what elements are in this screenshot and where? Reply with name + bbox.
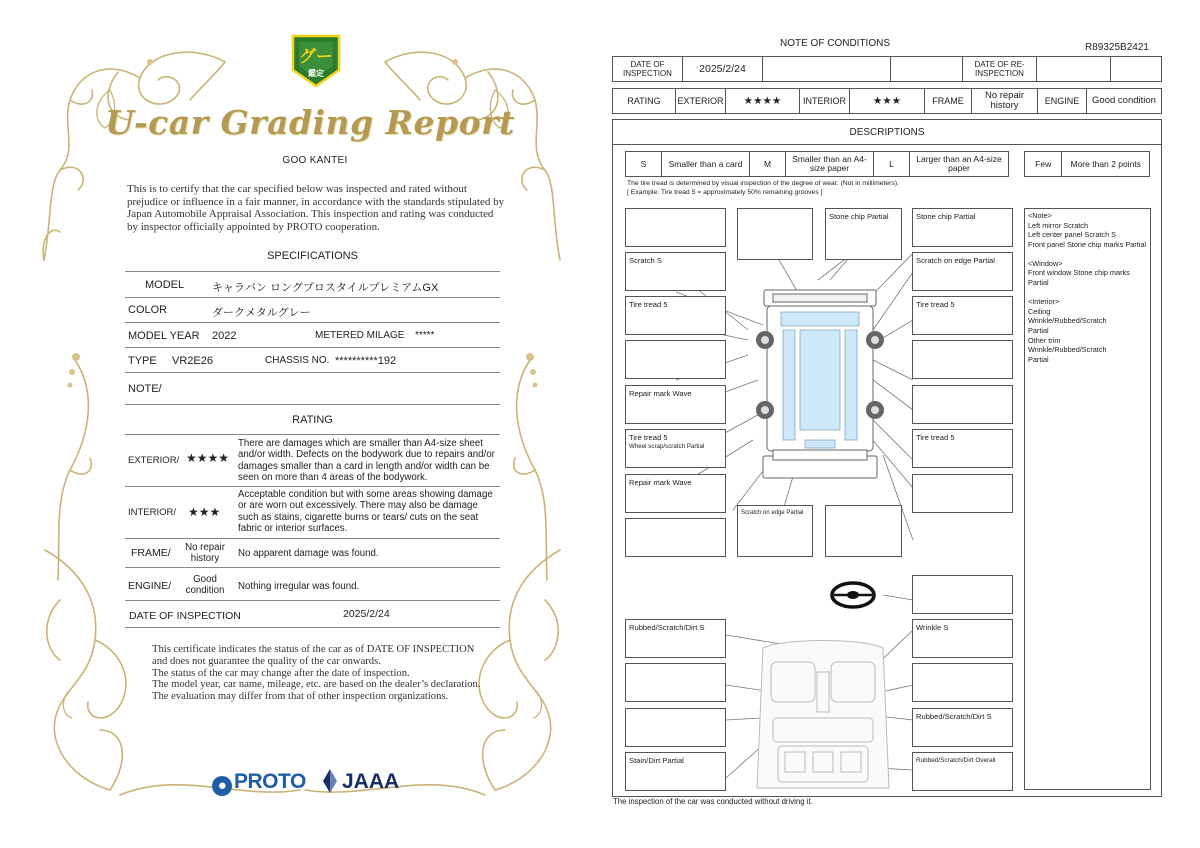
rating-label: RATING	[613, 89, 676, 113]
specifications-heading: SPECIFICATIONS	[267, 250, 358, 262]
jaaa-logo	[320, 768, 399, 794]
damage-box: Repair mark Wave	[625, 474, 726, 513]
notes-line: Wrinkle/Rubbed/Scratch	[1028, 316, 1107, 326]
interior-stars: ★★★	[850, 89, 925, 113]
divider	[125, 372, 500, 373]
spec-row-model	[125, 272, 500, 297]
inspection-disclaimer: The inspection of the car was conducted without driving it.	[613, 797, 813, 806]
notes-heading: <Window>	[1028, 258, 1063, 268]
inspection-date-value: 2025/2/24	[683, 57, 763, 81]
engine-value: Good condition	[1092, 94, 1156, 106]
exterior-label: EXTERIOR/	[128, 455, 180, 466]
rating-row	[612, 88, 1162, 114]
damage-box	[912, 385, 1013, 424]
color-label: COLOR	[128, 304, 168, 316]
legend-few-desc: More than 2 points	[1070, 158, 1141, 169]
footer-line: The evaluation may differ from that of other inspection organizations.	[152, 691, 449, 703]
divider	[125, 627, 500, 628]
color-value: ダークメタルグレー	[212, 307, 311, 319]
inspection-date-row	[612, 56, 1162, 82]
damage-box	[825, 505, 902, 557]
certificate-title: U-car Grading Report	[105, 103, 515, 142]
frame-description: No apparent damage was found.	[238, 548, 379, 559]
damage-box: Scratch S	[625, 252, 726, 291]
goo-kantei-emblem-icon	[289, 30, 343, 90]
frame-value: No repair history	[972, 89, 1038, 113]
notes-line: Partial	[1028, 354, 1049, 364]
jaaa-logo-text: JAAA	[342, 770, 400, 793]
engine-label: ENGINE/	[128, 580, 172, 592]
divider	[125, 538, 500, 539]
certificate-subtitle: GOO KANTEI	[282, 155, 348, 166]
notes-line: Front window Stone chip marks Partial	[1028, 268, 1130, 288]
damage-box	[912, 474, 1013, 513]
engine-value: Good condition	[185, 574, 225, 596]
tread-note-line: [ Example: Tire tread 5 = approximately 50% remaining grooves ]	[627, 188, 823, 196]
svg-text:グー: グー	[299, 47, 333, 67]
notes-line: Front panel Stone chip marks Partial	[1028, 239, 1147, 249]
exterior-label: EXTERIOR	[676, 89, 726, 113]
interior-description: Acceptable condition but with some areas showing damage or are worn out excessively. There may also be damage such as stains, cigarette burns or tears/ cuts on the seat fabric or interior surfaces.	[238, 489, 493, 535]
descriptions-panel	[612, 119, 1162, 797]
divider	[125, 600, 500, 601]
frame-label: FRAME/	[131, 547, 171, 559]
inspection-date-label: DATE OF INSPECTION	[613, 57, 683, 81]
damage-box	[625, 708, 726, 747]
spec-row-color	[125, 297, 500, 322]
proto-logo-icon: ●	[212, 776, 232, 796]
damage-box: Stain/Dirt Partial	[625, 752, 726, 791]
damage-box: Rubbed/Scratch/Dirt S	[912, 708, 1013, 747]
notes-panel	[1024, 208, 1151, 790]
interior-label: INTERIOR	[800, 89, 850, 113]
damage-box: Tire tread 5	[912, 429, 1013, 468]
footer-line: The status of the car may change after the date of inspection.	[152, 667, 410, 679]
notes-section-general	[1028, 211, 1147, 249]
type-label: TYPE	[128, 355, 157, 367]
exterior-stars: ★★★★	[186, 451, 230, 465]
legend-l-desc: Larger than an A4-size paper	[916, 154, 1002, 173]
damage-box	[737, 208, 813, 260]
interior-label: INTERIOR/	[128, 507, 177, 518]
certificate-footer	[152, 644, 492, 703]
engine-description: Nothing irregular was found.	[238, 581, 360, 592]
notes-line: Ceiling	[1028, 306, 1051, 316]
proto-logo-text: PROTO	[234, 770, 306, 793]
damage-box: Wrinkle S	[912, 619, 1013, 658]
certificate-intro: This is to certify that the car specified below was inspected and rated without prejudice or influence in a fair manner, in accordance with the standards stipulated by Japan Automobile Appraisal Association. This inspection and rating was conducted by inspector officially appointed by PROTO cooperation.	[127, 183, 505, 233]
metered-milage-value: *****	[415, 330, 435, 341]
legend-m: M	[750, 152, 786, 176]
empty-cell	[1111, 57, 1161, 81]
descriptions-title: DESCRIPTIONS	[613, 120, 1161, 145]
interior-stars: ★★★	[188, 505, 221, 519]
notes-line: Left center panel Scratch S	[1028, 230, 1117, 240]
steering-wheel-icon	[832, 583, 874, 607]
engine-label: ENGINE	[1038, 89, 1087, 113]
damage-box	[625, 340, 726, 379]
divider	[125, 486, 500, 487]
divider	[125, 434, 500, 435]
exterior-description: There are damages which are smaller than A4-size sheet and/or width. Defects on the bodywork due to repairs and/or damages smaller than a card in length and/or width can be seen on more than 4 areas of the bodywork.	[238, 438, 495, 484]
damage-box	[912, 340, 1013, 379]
model-value: キャラバン ロングプロスタイルプレミアムGX	[212, 282, 439, 294]
notes-section-window	[1028, 259, 1147, 288]
damage-box	[625, 429, 726, 468]
legend-m-desc: Smaller than an A4-size paper	[786, 152, 874, 176]
notes-heading: <Interior>	[1028, 297, 1060, 307]
frame-value: No repair history	[185, 542, 225, 564]
spec-row-year	[125, 323, 500, 348]
damage-box: Scratch on edge Partial	[737, 505, 813, 557]
divider	[125, 404, 500, 405]
reinspection-value	[1037, 57, 1111, 81]
damage-box: Tire tread 5	[625, 296, 726, 335]
empty-cell	[763, 57, 891, 81]
damage-box: Stone chip Partial	[912, 208, 1013, 247]
reinspection-label: DATE OF RE-INSPECTION	[963, 57, 1037, 81]
chassis-value: **********192	[335, 355, 397, 367]
notes-heading: <Note>	[1028, 211, 1052, 220]
exterior-stars: ★★★★	[726, 89, 800, 113]
proto-logo	[212, 770, 306, 796]
damage-box	[625, 208, 726, 247]
metered-milage-label: METERED MILAGE	[315, 330, 405, 341]
divider	[125, 567, 500, 568]
model-label: MODEL	[145, 279, 185, 291]
footer-line: The model year, car name, mileage, etc. are based on the dealer’s declaration.	[152, 679, 481, 691]
note-of-conditions	[605, 0, 1200, 848]
model-year-value: 2022	[212, 330, 237, 342]
report-id: R89325B2421	[1085, 42, 1149, 53]
damage-box: Rubbed/Scratch/Dirt S	[625, 619, 726, 658]
legend-few: Few	[1025, 152, 1062, 176]
frame-label: FRAME	[925, 89, 972, 113]
damage-box	[912, 575, 1013, 614]
inspection-date-label: DATE OF INSPECTION	[129, 610, 241, 622]
spec-row-type	[125, 348, 500, 373]
inspection-date-value: 2025/2/24	[343, 608, 390, 620]
damage-box: Rubbed/Scratch/Dirt Overall	[912, 752, 1013, 791]
damage-box	[625, 663, 726, 702]
damage-box-text: Tire tread 5	[629, 433, 668, 442]
notes-section-interior	[1028, 297, 1147, 364]
rating-heading: RATING	[292, 414, 333, 426]
tread-note-line: The tire tread is determined by visual inspection of the degree of wear. (Not in millimeters).	[627, 180, 899, 187]
damage-box: Scratch on edge Partial	[912, 252, 1013, 291]
model-year-label: MODEL YEAR	[128, 330, 200, 342]
notes-line: Left mirror Scratch	[1028, 220, 1089, 230]
notes-line: Other trim	[1028, 335, 1061, 345]
damage-box: Stone chip Partial	[825, 208, 902, 260]
note-label: NOTE/	[128, 383, 162, 395]
svg-text:鑑定: 鑑定	[308, 69, 324, 78]
notes-line: Partial	[1028, 325, 1049, 335]
spec-row-note	[125, 376, 500, 401]
legend-s: S	[626, 152, 662, 176]
damage-box: Repair mark Wave	[625, 385, 726, 424]
empty-cell	[891, 57, 963, 81]
legend-l: L	[874, 152, 910, 176]
notes-line: Wrinkle/Rubbed/Scratch	[1028, 345, 1107, 355]
footer-line: This certificate indicates the status of the car as of DATE OF INSPECTION and does not guarantee the quality of the car onwards.	[152, 644, 475, 667]
jaaa-logo-icon	[320, 768, 340, 794]
note-title: NOTE OF CONDITIONS	[780, 38, 890, 49]
type-value: VR2E26	[172, 355, 213, 367]
damage-box-subtext: Wheel scrap/scratch Partial	[629, 443, 705, 450]
damage-box: Tire tread 5	[912, 296, 1013, 335]
damage-box	[625, 518, 726, 557]
chassis-label: CHASSIS NO.	[265, 355, 330, 366]
damage-box	[912, 663, 1013, 702]
legend-s-desc: Smaller than a card	[662, 152, 750, 176]
